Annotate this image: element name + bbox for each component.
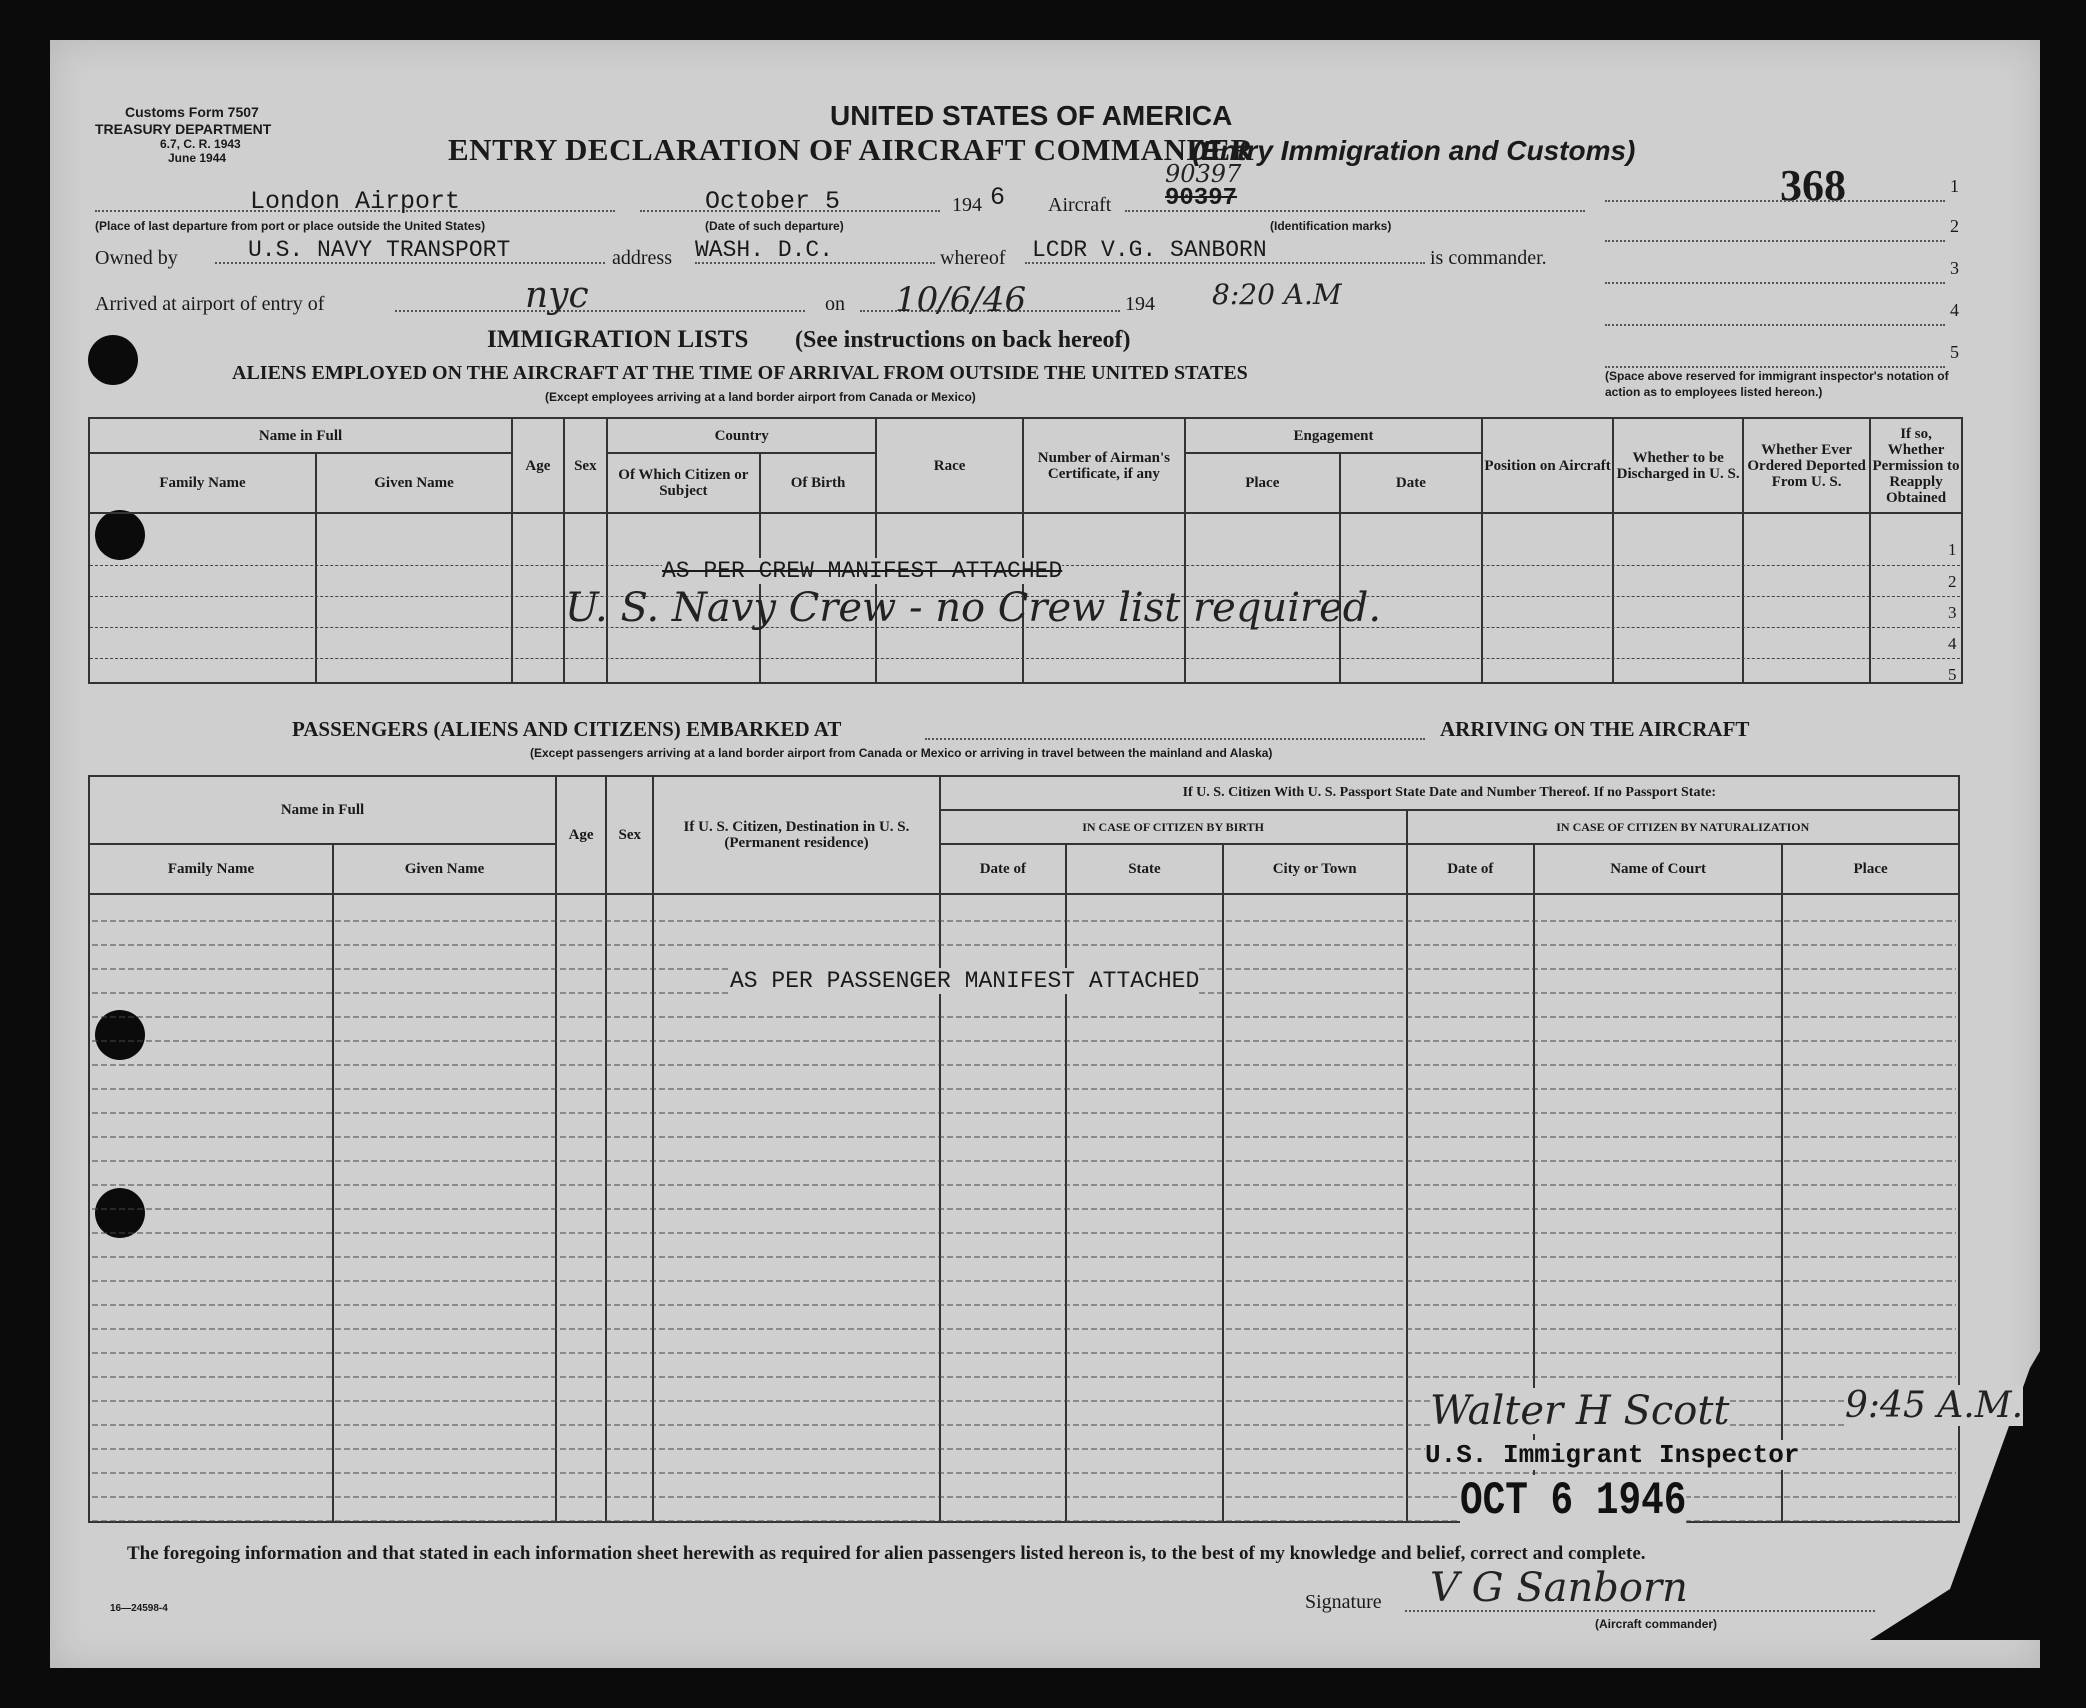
alien-row-number: 4 xyxy=(1948,634,1957,653)
print-code: 16—24598-4 xyxy=(110,1603,168,1614)
col-position: Position on Aircraft xyxy=(1482,418,1613,513)
pax-col-family-name: Family Name xyxy=(89,844,333,894)
form-date: June 1944 xyxy=(168,151,227,165)
col-discharged: Whether to be Discharged in U. S. xyxy=(1613,418,1743,513)
passengers-heading: PASSENGERS (ALIENS AND CITIZENS) EMBARKED AT xyxy=(292,717,842,741)
form-title-sub: (Entry Immigration and Customs) xyxy=(1192,135,1636,166)
departure-place: London Airport xyxy=(250,187,461,216)
passenger-manifest-note: AS PER PASSENGER MANIFEST ATTACHED xyxy=(730,968,1200,994)
space-reserved-note: (Space above reserved for immigrant inspector's notation of action as to employees listed hereon.) xyxy=(1605,369,1949,399)
year-prefix: 194 xyxy=(952,194,982,216)
signature-label: Signature xyxy=(1305,1591,1382,1613)
form-number: Customs Form 7507 xyxy=(125,104,259,120)
date-stamp: OCT 6 1946 xyxy=(1460,1475,1687,1527)
col-country-birth: Of Birth xyxy=(760,453,877,513)
on-label: on xyxy=(825,293,845,315)
col-permission: If so, Whether Permission to Reapply Obtained xyxy=(1870,418,1962,513)
col-given-name: Given Name xyxy=(316,453,512,513)
alien-row-number: 5 xyxy=(1948,665,1957,684)
aircraft-struck-id: 90397 xyxy=(1165,185,1238,212)
record-number: 368 xyxy=(1780,161,1846,210)
owner-address: WASH. D.C. xyxy=(695,237,834,263)
owned-label: Owned by xyxy=(95,247,178,269)
country-heading: UNITED STATES OF AMERICA xyxy=(830,100,1233,131)
whereof-label: whereof xyxy=(940,247,1006,269)
passengers-heading-right: ARRIVING ON THE AIRCRAFT xyxy=(1440,717,1750,741)
col-sex: Sex xyxy=(564,418,607,513)
pax-col-birth-group: IN CASE OF CITIZEN BY BIRTH xyxy=(940,810,1407,844)
aliens-caption: (Except employees arriving at a land border airport from Canada or Mexico) xyxy=(545,390,976,404)
commander-suffix: is commander. xyxy=(1430,247,1547,269)
pax-col-naturalization-group: IN CASE OF CITIZEN BY NATURALIZATION xyxy=(1407,810,1959,844)
aircraft-label: Aircraft xyxy=(1048,194,1112,216)
pax-col-court: Name of Court xyxy=(1534,844,1782,894)
aliens-heading: ALIENS EMPLOYED ON THE AIRCRAFT AT THE TIME OF ARRIVAL FROM OUTSIDE THE UNITED STATES xyxy=(232,362,1248,384)
pax-col-passport: If U. S. Citizen With U. S. Passport State Date and Number Thereof. If no Passport State: xyxy=(940,776,1959,810)
aircraft-hand-id: 90397 xyxy=(1165,160,1242,188)
pax-col-city: City or Town xyxy=(1223,844,1407,894)
address-label: address xyxy=(612,247,672,269)
col-citizen-of: Of Which Citizen or Subject xyxy=(607,453,760,513)
pax-col-age: Age xyxy=(556,776,606,894)
col-family-name: Family Name xyxy=(89,453,316,513)
owner: U.S. NAVY TRANSPORT xyxy=(248,237,511,263)
year-digit: 6 xyxy=(990,183,1006,212)
pax-col-given-name: Given Name xyxy=(333,844,556,894)
pax-col-date-of: Date of xyxy=(940,844,1067,894)
passengers-caption: (Except passengers arriving at a land border airport from Canada or Mexico or arriving in travel between the mainland and Alaska) xyxy=(530,746,1273,760)
col-airman-certificate: Number of Airman's Certificate, if any xyxy=(1023,418,1185,513)
place-caption: (Place of last departure from port or place outside the United States) xyxy=(95,219,486,233)
declaration-text: The foregoing information and that stated in each information sheet herewith as required for alien passengers listed hereon is, to the best of my knowledge and belief, correct and complete. xyxy=(127,1543,1646,1564)
departure-date: October 5 xyxy=(705,187,841,216)
col-engagement-place: Place xyxy=(1185,453,1340,513)
commander-caption: (Aircraft commander) xyxy=(1595,1617,1718,1631)
col-age: Age xyxy=(512,418,564,513)
right-line-number: 1 xyxy=(1950,176,1959,196)
commander-signature: V G Sanborn xyxy=(1430,1565,1688,1611)
id-caption: (Identification marks) xyxy=(1270,219,1392,233)
commander-name: LCDR V.G. SANBORN xyxy=(1032,237,1267,263)
right-line-number: 4 xyxy=(1950,300,1959,320)
alien-row-number: 3 xyxy=(1948,603,1957,622)
immigration-heading: IMMIGRATION LISTS xyxy=(487,326,749,353)
arrived-date: 10/6/46 xyxy=(895,280,1027,320)
right-line-number: 3 xyxy=(1950,258,1959,278)
pax-col-sex: Sex xyxy=(606,776,653,894)
cfr-ref: 6.7, C. R. 1943 xyxy=(160,137,241,151)
col-country: Country xyxy=(607,418,876,453)
form-title: ENTRY DECLARATION OF AIRCRAFT COMMANDER xyxy=(448,132,1254,167)
immigration-heading-sub: (See instructions on back hereof) xyxy=(795,327,1131,353)
col-engagement-date: Date xyxy=(1340,453,1482,513)
arrived-time: 8:20 A.M xyxy=(1212,278,1342,311)
pax-col-date-of-naturalization: Date of xyxy=(1407,844,1535,894)
arrived-place: nyc xyxy=(525,275,589,316)
col-deported: Whether Ever Ordered Deported From U. S. xyxy=(1743,418,1870,513)
inspector-title-stamp: U.S. Immigrant Inspector xyxy=(1425,1440,1800,1470)
col-engagement: Engagement xyxy=(1185,418,1482,453)
departure-caption: (Date of such departure) xyxy=(705,219,844,233)
pax-col-name: Name in Full xyxy=(89,776,556,844)
inspector-signature: Walter H Scott xyxy=(1430,1388,1730,1434)
arrived-year-prefix: 194 xyxy=(1125,293,1155,315)
pax-col-place: Place xyxy=(1782,844,1959,894)
pax-col-destination: If U. S. Citizen, Destination in U. S. (Permanent residence) xyxy=(653,776,939,894)
crew-manifest-note: AS PER CREW MANIFEST ATTACHED xyxy=(662,558,1063,584)
arrived-label: Arrived at airport of entry of xyxy=(95,293,325,315)
col-race: Race xyxy=(876,418,1023,513)
crew-handwritten-note: U. S. Navy Crew - no Crew list required. xyxy=(565,585,1382,631)
pax-col-state: State xyxy=(1066,844,1223,894)
col-name-in-full: Name in Full xyxy=(89,418,512,453)
right-line-number: 2 xyxy=(1950,216,1959,236)
department: TREASURY DEPARTMENT xyxy=(95,121,272,137)
alien-row-number: 2 xyxy=(1948,572,1957,591)
inspector-time: 9:45 A.M. xyxy=(1845,1385,2024,1426)
alien-row-number: 1 xyxy=(1948,540,1957,559)
right-line-number: 5 xyxy=(1950,342,1959,362)
